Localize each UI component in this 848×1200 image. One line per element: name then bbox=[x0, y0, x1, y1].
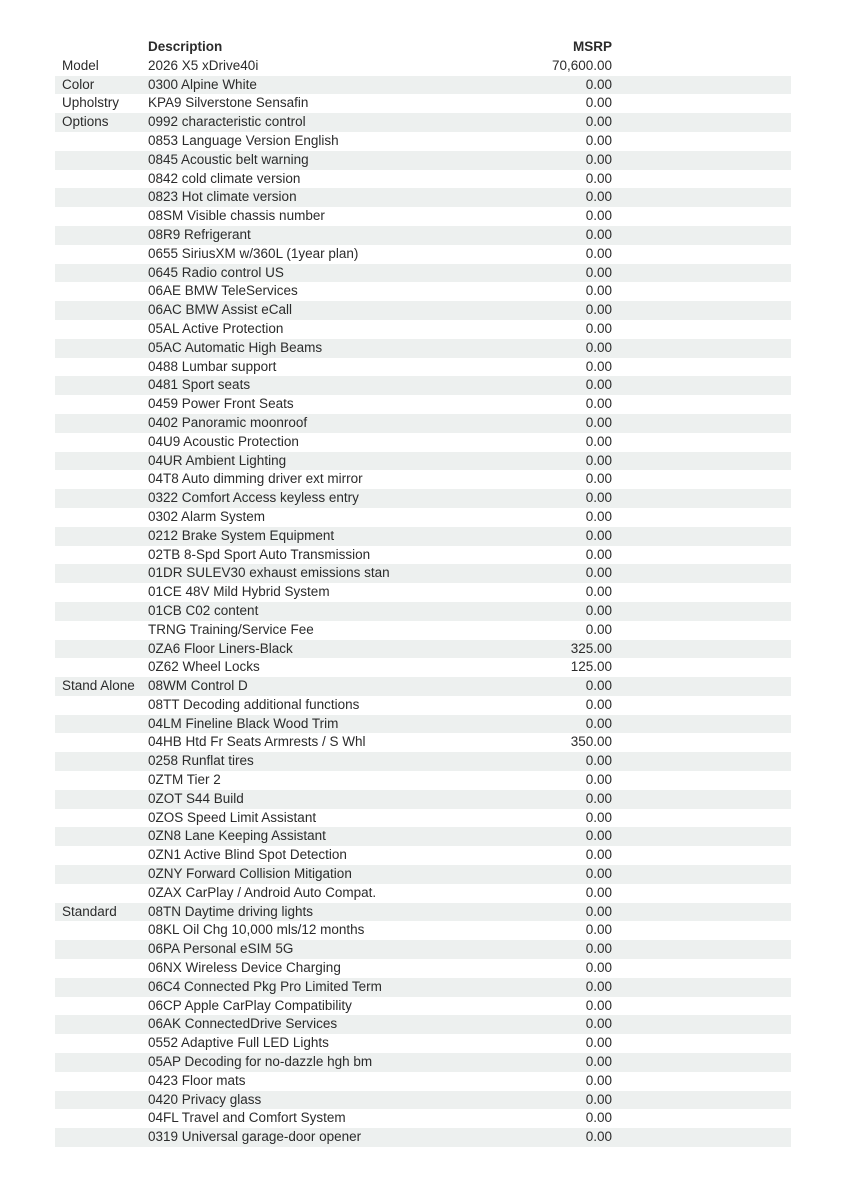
options-pricing-table bbox=[55, 38, 791, 1147]
row-category bbox=[55, 1015, 148, 1034]
row-msrp: 0.00 bbox=[585, 132, 612, 148]
row-msrp: 0.00 bbox=[540, 188, 612, 207]
row-category bbox=[55, 527, 148, 546]
row-category bbox=[55, 1072, 148, 1091]
row-category bbox=[55, 151, 148, 170]
table-row bbox=[55, 358, 791, 377]
table-row bbox=[55, 470, 791, 489]
row-filler bbox=[612, 621, 791, 640]
description-column-header: Description bbox=[148, 39, 223, 54]
row-category bbox=[55, 602, 148, 621]
row-description: 04U9 Acoustic Protection bbox=[148, 433, 299, 449]
table-row bbox=[55, 790, 791, 809]
row-category bbox=[55, 827, 148, 846]
row-filler bbox=[612, 640, 791, 659]
table-row bbox=[55, 564, 791, 583]
row-filler bbox=[612, 1072, 791, 1091]
row-msrp: 0.00 bbox=[585, 320, 612, 336]
row-category bbox=[55, 959, 148, 978]
row-msrp: 0.00 bbox=[585, 245, 612, 261]
row-msrp: 0.00 bbox=[540, 827, 612, 846]
table-row bbox=[55, 752, 791, 771]
row-filler bbox=[612, 188, 791, 207]
row-msrp: 0.00 bbox=[585, 809, 612, 825]
category-column-header bbox=[55, 38, 148, 57]
table-row bbox=[55, 1128, 791, 1147]
row-category bbox=[55, 395, 148, 414]
row-description: 08TN Daytime driving lights bbox=[148, 903, 540, 922]
table-row bbox=[55, 170, 791, 189]
row-category bbox=[55, 376, 148, 395]
row-description: 04HB Htd Fr Seats Armrests / S Whl bbox=[148, 734, 366, 750]
row-filler bbox=[612, 921, 791, 940]
table-row bbox=[55, 903, 791, 922]
table-row bbox=[55, 733, 791, 752]
table-row bbox=[55, 489, 791, 508]
table-row bbox=[55, 301, 791, 320]
row-msrp: 0.00 bbox=[585, 95, 612, 111]
row-msrp: 0.00 bbox=[540, 865, 612, 884]
table-row bbox=[55, 602, 791, 621]
row-msrp: 0.00 bbox=[585, 696, 612, 712]
row-filler bbox=[612, 433, 791, 452]
row-category bbox=[55, 564, 148, 583]
row-filler bbox=[612, 865, 791, 884]
table-row bbox=[55, 658, 791, 677]
row-filler bbox=[612, 301, 791, 320]
table-row bbox=[55, 1034, 791, 1053]
row-category bbox=[55, 1128, 148, 1147]
row-category bbox=[55, 621, 148, 640]
table-row bbox=[55, 884, 791, 903]
table-row bbox=[55, 226, 791, 245]
row-msrp: 0.00 bbox=[585, 847, 612, 863]
row-description: 0319 Universal garage-door opener bbox=[148, 1128, 540, 1147]
row-description: 0ZN1 Active Blind Spot Detection bbox=[148, 847, 347, 863]
row-category: Model bbox=[62, 57, 99, 73]
table-row bbox=[55, 414, 791, 433]
row-filler bbox=[612, 452, 791, 471]
row-filler bbox=[612, 658, 791, 677]
table-row bbox=[55, 508, 791, 527]
row-category bbox=[55, 414, 148, 433]
row-filler bbox=[612, 1109, 791, 1128]
row-msrp: 0.00 bbox=[540, 339, 612, 358]
row-category bbox=[55, 170, 148, 189]
table-row bbox=[55, 809, 791, 828]
table-row bbox=[55, 376, 791, 395]
row-description: 0ZAX CarPlay / Android Auto Compat. bbox=[148, 884, 377, 900]
table-row bbox=[55, 188, 791, 207]
table-row bbox=[55, 1053, 791, 1072]
row-filler bbox=[612, 752, 791, 771]
table-row bbox=[55, 452, 791, 471]
row-category: Upholstry bbox=[62, 95, 120, 111]
row-description: 08SM Visible chassis number bbox=[148, 208, 325, 224]
table-row bbox=[55, 207, 791, 226]
row-category bbox=[55, 865, 148, 884]
row-description: 04FL Travel and Comfort System bbox=[148, 1110, 346, 1126]
table-row bbox=[55, 282, 791, 301]
row-description: 0853 Language Version English bbox=[148, 132, 339, 148]
row-filler bbox=[612, 57, 791, 76]
row-description: 0ZOT S44 Build bbox=[148, 790, 540, 809]
row-description: 0842 cold climate version bbox=[148, 170, 301, 186]
row-description: 0423 Floor mats bbox=[148, 1072, 246, 1088]
table-row bbox=[55, 865, 791, 884]
row-description: 05AC Automatic High Beams bbox=[148, 339, 540, 358]
row-filler bbox=[612, 978, 791, 997]
row-msrp: 0.00 bbox=[585, 508, 612, 524]
row-category bbox=[55, 583, 148, 602]
row-filler bbox=[612, 245, 791, 264]
table-row bbox=[55, 696, 791, 715]
row-msrp: 125.00 bbox=[570, 659, 612, 675]
row-filler bbox=[612, 546, 791, 565]
row-category bbox=[55, 320, 148, 339]
row-filler bbox=[612, 226, 791, 245]
row-msrp: 0.00 bbox=[540, 113, 612, 132]
row-msrp: 0.00 bbox=[540, 978, 612, 997]
table-row bbox=[55, 57, 791, 76]
row-description: 06AK ConnectedDrive Services bbox=[148, 1015, 540, 1034]
row-filler bbox=[612, 997, 791, 1016]
row-filler bbox=[612, 1053, 791, 1072]
table-header-row bbox=[55, 38, 791, 57]
row-msrp: 0.00 bbox=[585, 396, 612, 412]
row-description: 06AC BMW Assist eCall bbox=[148, 301, 540, 320]
row-msrp: 0.00 bbox=[540, 264, 612, 283]
row-filler bbox=[612, 376, 791, 395]
row-msrp: 0.00 bbox=[540, 226, 612, 245]
table-row bbox=[55, 151, 791, 170]
table-row bbox=[55, 339, 791, 358]
row-category bbox=[55, 921, 148, 940]
row-msrp: 0.00 bbox=[540, 1053, 612, 1072]
row-msrp: 0.00 bbox=[540, 527, 612, 546]
row-category bbox=[55, 188, 148, 207]
row-msrp: 0.00 bbox=[540, 1128, 612, 1147]
row-category bbox=[55, 264, 148, 283]
row-description: 04LM Fineline Black Wood Trim bbox=[148, 715, 540, 734]
row-filler bbox=[612, 76, 791, 95]
row-description: 0258 Runflat tires bbox=[148, 752, 540, 771]
table-row bbox=[55, 94, 791, 113]
row-msrp: 0.00 bbox=[540, 76, 612, 95]
row-msrp: 70,600.00 bbox=[551, 57, 612, 73]
row-filler bbox=[612, 1128, 791, 1147]
row-filler bbox=[612, 151, 791, 170]
row-filler bbox=[612, 207, 791, 226]
row-description: 2026 X5 xDrive40i bbox=[148, 57, 259, 73]
row-description: 0402 Panoramic moonroof bbox=[148, 414, 540, 433]
row-msrp: 0.00 bbox=[540, 903, 612, 922]
row-filler bbox=[612, 846, 791, 865]
row-filler bbox=[612, 1034, 791, 1053]
row-description: 08KL Oil Chg 10,000 mls/12 months bbox=[148, 922, 365, 938]
row-description: 0ZA6 Floor Liners-Black bbox=[148, 640, 540, 659]
row-category bbox=[55, 132, 148, 151]
row-description: 0ZOS Speed Limit Assistant bbox=[148, 809, 317, 825]
row-description: 0300 Alpine White bbox=[148, 76, 540, 95]
row-category bbox=[55, 846, 148, 865]
row-description: 0823 Hot climate version bbox=[148, 188, 540, 207]
row-category bbox=[55, 508, 148, 527]
row-msrp: 0.00 bbox=[585, 884, 612, 900]
table-row bbox=[55, 846, 791, 865]
row-description: 0322 Comfort Access keyless entry bbox=[148, 489, 540, 508]
row-description: 0Z62 Wheel Locks bbox=[148, 659, 260, 675]
row-filler bbox=[612, 395, 791, 414]
row-category bbox=[55, 245, 148, 264]
row-category: Standard bbox=[55, 903, 148, 922]
row-filler bbox=[612, 884, 791, 903]
row-filler bbox=[612, 733, 791, 752]
table-row bbox=[55, 959, 791, 978]
table-row bbox=[55, 978, 791, 997]
row-filler bbox=[612, 470, 791, 489]
row-msrp: 0.00 bbox=[540, 715, 612, 734]
row-msrp: 0.00 bbox=[540, 564, 612, 583]
row-filler bbox=[612, 715, 791, 734]
row-category bbox=[55, 301, 148, 320]
row-description: 04T8 Auto dimming driver ext mirror bbox=[148, 471, 363, 487]
row-msrp: 0.00 bbox=[540, 489, 612, 508]
row-category bbox=[55, 1109, 148, 1128]
table-row bbox=[55, 640, 791, 659]
table-row bbox=[55, 771, 791, 790]
row-category bbox=[55, 1053, 148, 1072]
row-filler bbox=[612, 527, 791, 546]
row-msrp: 0.00 bbox=[585, 471, 612, 487]
row-msrp: 0.00 bbox=[540, 940, 612, 959]
row-description: 06NX Wireless Device Charging bbox=[148, 960, 341, 976]
table-row bbox=[55, 583, 791, 602]
row-filler bbox=[612, 790, 791, 809]
row-filler bbox=[612, 1091, 791, 1110]
row-description: 06AE BMW TeleServices bbox=[148, 283, 298, 299]
row-msrp: 0.00 bbox=[585, 621, 612, 637]
row-msrp: 0.00 bbox=[585, 1035, 612, 1051]
row-msrp: 0.00 bbox=[585, 170, 612, 186]
table-row bbox=[55, 997, 791, 1016]
row-msrp: 0.00 bbox=[540, 376, 612, 395]
row-description: 0212 Brake System Equipment bbox=[148, 527, 540, 546]
row-filler bbox=[612, 827, 791, 846]
row-description: KPA9 Silverstone Sensafin bbox=[148, 95, 309, 111]
row-filler bbox=[612, 564, 791, 583]
row-msrp: 0.00 bbox=[585, 433, 612, 449]
row-msrp: 0.00 bbox=[585, 960, 612, 976]
row-description: 01CB C02 content bbox=[148, 602, 540, 621]
table-row bbox=[55, 76, 791, 95]
row-msrp: 0.00 bbox=[585, 772, 612, 788]
row-filler bbox=[612, 508, 791, 527]
table-row bbox=[55, 1015, 791, 1034]
row-category bbox=[55, 489, 148, 508]
row-category bbox=[55, 207, 148, 226]
row-description: 0845 Acoustic belt warning bbox=[148, 151, 540, 170]
row-description: 05AL Active Protection bbox=[148, 320, 284, 336]
row-category bbox=[55, 790, 148, 809]
row-description: 0459 Power Front Seats bbox=[148, 396, 294, 412]
row-description: 04UR Ambient Lighting bbox=[148, 452, 540, 471]
row-filler bbox=[612, 959, 791, 978]
row-filler bbox=[612, 113, 791, 132]
table-row bbox=[55, 1072, 791, 1091]
row-filler bbox=[612, 132, 791, 151]
row-msrp: 0.00 bbox=[540, 677, 612, 696]
table-body bbox=[55, 57, 791, 1147]
row-filler bbox=[612, 339, 791, 358]
row-category bbox=[55, 1091, 148, 1110]
row-category bbox=[55, 940, 148, 959]
row-description: 0655 SiriusXM w/360L (1year plan) bbox=[148, 245, 359, 261]
row-msrp: 0.00 bbox=[540, 301, 612, 320]
row-msrp: 0.00 bbox=[585, 208, 612, 224]
row-filler bbox=[612, 583, 791, 602]
row-category bbox=[55, 470, 148, 489]
table-row bbox=[55, 1109, 791, 1128]
row-category bbox=[55, 809, 148, 828]
row-description: 01CE 48V Mild Hybrid System bbox=[148, 584, 330, 600]
row-category bbox=[55, 978, 148, 997]
row-description: 05AP Decoding for no-dazzle hgh bm bbox=[148, 1053, 540, 1072]
table-row bbox=[55, 827, 791, 846]
row-filler bbox=[612, 414, 791, 433]
row-msrp: 0.00 bbox=[540, 752, 612, 771]
row-filler bbox=[612, 809, 791, 828]
row-category bbox=[55, 715, 148, 734]
row-category bbox=[55, 997, 148, 1016]
row-msrp: 0.00 bbox=[540, 414, 612, 433]
row-description: 0ZNY Forward Collision Mitigation bbox=[148, 865, 540, 884]
row-description: 0420 Privacy glass bbox=[148, 1091, 540, 1110]
row-filler bbox=[612, 903, 791, 922]
row-category: Stand Alone bbox=[55, 677, 148, 696]
table-row bbox=[55, 527, 791, 546]
row-filler bbox=[612, 489, 791, 508]
row-filler bbox=[612, 264, 791, 283]
table-row bbox=[55, 245, 791, 264]
row-category bbox=[55, 433, 148, 452]
row-description: 06CP Apple CarPlay Compatibility bbox=[148, 997, 352, 1013]
row-filler bbox=[612, 602, 791, 621]
table-row bbox=[55, 677, 791, 696]
table-row bbox=[55, 1091, 791, 1110]
row-msrp: 0.00 bbox=[540, 1091, 612, 1110]
row-description: TRNG Training/Service Fee bbox=[148, 621, 314, 637]
row-category bbox=[55, 358, 148, 377]
row-description: 06PA Personal eSIM 5G bbox=[148, 940, 540, 959]
row-category bbox=[55, 640, 148, 659]
row-filler bbox=[612, 677, 791, 696]
row-category bbox=[55, 339, 148, 358]
row-filler bbox=[612, 320, 791, 339]
table-row bbox=[55, 433, 791, 452]
row-msrp: 0.00 bbox=[585, 997, 612, 1013]
row-msrp: 0.00 bbox=[585, 546, 612, 562]
row-msrp: 0.00 bbox=[540, 452, 612, 471]
row-category bbox=[55, 546, 148, 565]
row-category bbox=[55, 884, 148, 903]
row-description: 02TB 8-Spd Sport Auto Transmission bbox=[148, 546, 371, 562]
row-filler bbox=[612, 282, 791, 301]
row-description: 08TT Decoding additional functions bbox=[148, 696, 360, 712]
row-description: 0ZN8 Lane Keeping Assistant bbox=[148, 827, 540, 846]
row-category bbox=[55, 452, 148, 471]
row-description: 0302 Alarm System bbox=[148, 508, 266, 524]
row-category bbox=[55, 658, 148, 677]
row-description: 01DR SULEV30 exhaust emissions stan bbox=[148, 564, 540, 583]
row-msrp: 0.00 bbox=[585, 1072, 612, 1088]
row-category: Color bbox=[55, 76, 148, 95]
row-filler bbox=[612, 940, 791, 959]
table-row bbox=[55, 921, 791, 940]
row-filler bbox=[612, 1015, 791, 1034]
row-filler bbox=[612, 696, 791, 715]
row-msrp: 0.00 bbox=[540, 602, 612, 621]
row-description: 0552 Adaptive Full LED Lights bbox=[148, 1035, 329, 1051]
row-filler bbox=[612, 358, 791, 377]
row-msrp: 0.00 bbox=[540, 151, 612, 170]
row-msrp: 0.00 bbox=[585, 584, 612, 600]
row-description: 08WM Control D bbox=[148, 677, 540, 696]
row-msrp: 0.00 bbox=[585, 922, 612, 938]
row-msrp: 0.00 bbox=[540, 1015, 612, 1034]
row-category bbox=[55, 1034, 148, 1053]
row-description: 0488 Lumbar support bbox=[148, 358, 277, 374]
row-description: 06C4 Connected Pkg Pro Limited Term bbox=[148, 978, 540, 997]
row-category bbox=[55, 696, 148, 715]
table-row bbox=[55, 113, 791, 132]
row-msrp: 0.00 bbox=[540, 790, 612, 809]
row-description: 08R9 Refrigerant bbox=[148, 226, 540, 245]
table-row bbox=[55, 715, 791, 734]
table-row bbox=[55, 264, 791, 283]
row-filler bbox=[612, 771, 791, 790]
table-row bbox=[55, 132, 791, 151]
row-category: Options bbox=[55, 113, 148, 132]
row-description: 0992 characteristic control bbox=[148, 113, 540, 132]
row-description: 0645 Radio control US bbox=[148, 264, 540, 283]
table-row bbox=[55, 940, 791, 959]
row-category bbox=[55, 733, 148, 752]
row-category bbox=[55, 771, 148, 790]
table-row bbox=[55, 621, 791, 640]
row-msrp: 0.00 bbox=[585, 1110, 612, 1126]
row-msrp: 0.00 bbox=[585, 358, 612, 374]
row-category bbox=[55, 226, 148, 245]
table-row bbox=[55, 546, 791, 565]
table-row bbox=[55, 395, 791, 414]
row-filler bbox=[612, 170, 791, 189]
row-description: 0481 Sport seats bbox=[148, 376, 540, 395]
row-category bbox=[55, 752, 148, 771]
filler-column-header bbox=[612, 38, 791, 57]
row-msrp: 0.00 bbox=[585, 283, 612, 299]
row-msrp: 325.00 bbox=[540, 640, 612, 659]
table-row bbox=[55, 320, 791, 339]
row-category bbox=[55, 282, 148, 301]
row-filler bbox=[612, 94, 791, 113]
row-description: 0ZTM Tier 2 bbox=[148, 772, 221, 788]
row-msrp: 350.00 bbox=[570, 734, 612, 750]
msrp-column-header: MSRP bbox=[572, 39, 612, 54]
